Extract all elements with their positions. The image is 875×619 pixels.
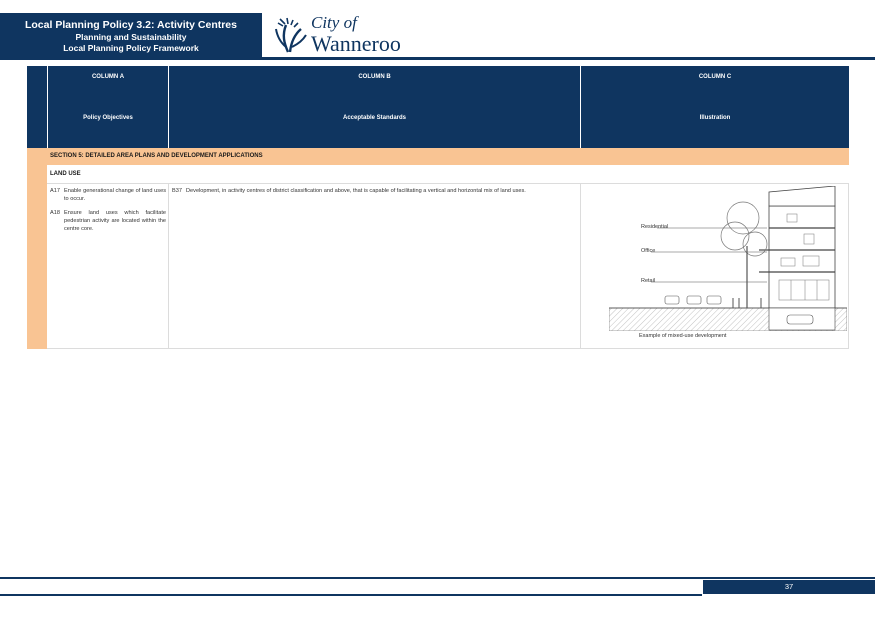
column-c-header: COLUMN C [580,66,849,88]
objective-text: Ensure land uses which facilitate pedestrian activity are located within the centre core. [64,210,166,232]
document-title: Local Planning Policy 3.2: Activity Centres [24,19,237,31]
policy-objectives-header: Policy Objectives [47,88,168,148]
logo-wordmark [311,13,401,56]
acceptable-standards-header: Acceptable Standards [168,88,580,148]
office-label: Office [641,248,656,254]
illustration-caption: Example of mixed-use development [639,333,727,339]
objective-code: A18 [50,210,60,216]
column-b-header: COLUMN B [168,66,580,88]
logo-line-2: Wanneroo [311,31,401,56]
section-title: SECTION 5: DETAILED AREA PLANS AND DEVELOPMENT APPLICATIONS [27,148,849,165]
objective-code: A17 [50,188,60,194]
column-description-row [27,88,849,148]
building-section-drawing [609,186,847,331]
column-a-header: COLUMN A [47,66,168,88]
illustration-header: Illustration [580,88,849,148]
document-subtitle: Planning and Sustainability [75,32,187,42]
standard-item [172,187,577,195]
logo-line-1: City of [311,13,357,32]
retail-label: Retail [641,278,656,284]
standard-code: B37 [172,188,182,194]
city-logo [262,13,875,57]
page-number: 37 [703,580,875,594]
standard-text: Development, in activity centres of district classification and above, that is capable of facilitating a vertical and horizontal mix of land uses. [186,188,526,194]
footer-bar [0,580,702,596]
column-header-row [27,66,849,89]
objective-item [50,187,166,203]
section-margin [27,165,47,349]
column-divider [580,184,581,348]
mixed-use-illustration [609,186,847,346]
document-header [0,13,262,60]
column-divider [168,184,169,348]
subsection-title: LAND USE [47,165,849,184]
objective-text: Enable generational change of land uses to occur. [64,188,166,202]
policy-table [27,66,849,349]
residential-label: Residential [641,224,669,230]
footer-rule [0,577,875,579]
land-use-row [47,184,849,349]
objective-item [50,209,166,233]
document-framework: Local Planning Policy Framework [63,43,199,53]
plant-logo-icon [274,17,308,53]
